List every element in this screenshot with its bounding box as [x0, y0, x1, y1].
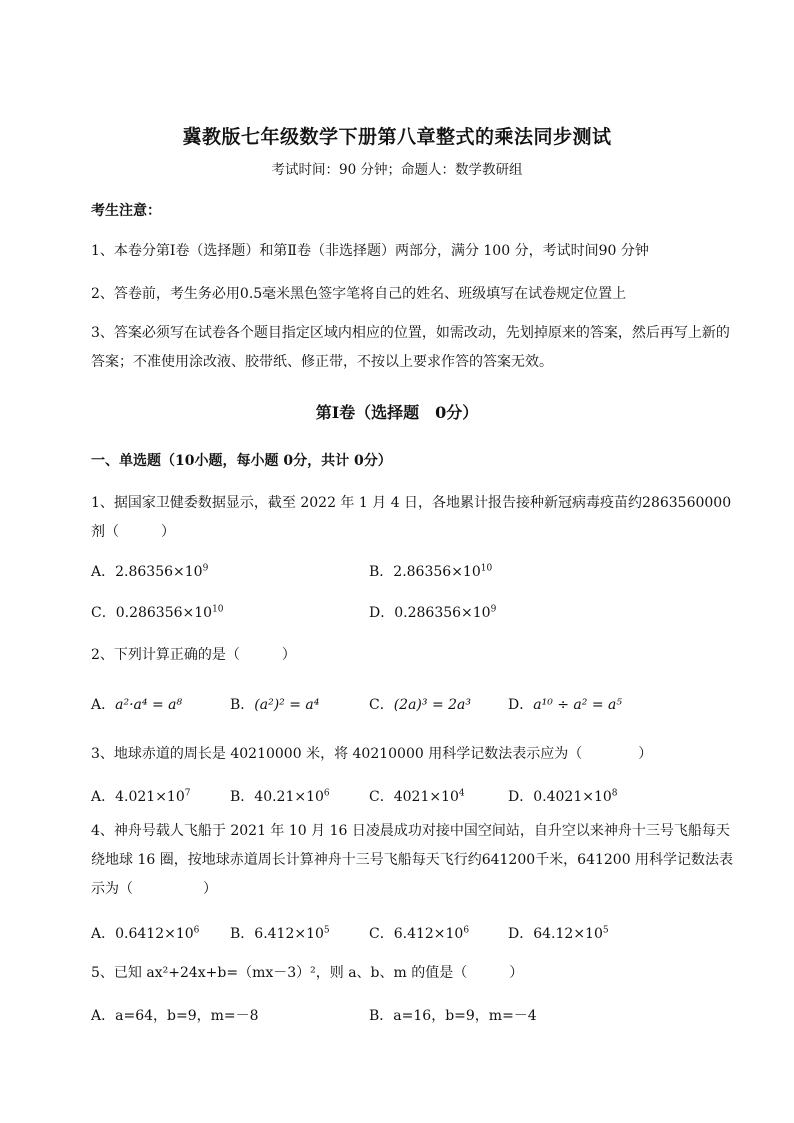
question-3-stem: 3、地球赤道的周长是 40210000 米，将 40210000 用科学记数法表示应为（ ）	[91, 746, 653, 762]
option-base: 6.412×10	[254, 926, 324, 942]
question-5-stem: 5、已知 ax²+24x+b=（mx－3）²，则 a、b、m 的值是（ ）	[91, 965, 524, 981]
notice-heading: 考生注意：	[91, 203, 161, 219]
option-exponent: 6	[463, 925, 470, 936]
option-base: 4021×10	[393, 789, 459, 805]
option-letter: C．	[91, 605, 116, 621]
option-letter: C．	[369, 697, 394, 713]
option-exponent: 9	[490, 604, 497, 615]
option-text: a=64，b=9，m=－8	[115, 1008, 259, 1024]
option-exponent: 8	[611, 788, 618, 799]
q3-option-a	[91, 788, 190, 806]
q2-option-d	[508, 696, 622, 714]
option-exponent: 6	[323, 788, 330, 799]
q2-option-a	[91, 696, 182, 714]
option-letter: A．	[91, 1008, 116, 1024]
q4-option-c	[369, 925, 469, 943]
option-formula: (2a)³ = 2a³	[393, 697, 472, 713]
question-2-stem: 2、下列计算正确的是（ ）	[91, 647, 296, 663]
option-base: 0.286356×10	[115, 605, 213, 621]
option-letter: B．	[369, 564, 394, 580]
option-letter: D．	[508, 697, 534, 713]
option-letter: A．	[91, 789, 116, 805]
option-base: 0.6412×10	[115, 926, 194, 942]
section-title: 第Ⅰ卷（选择题 0分）	[315, 403, 479, 422]
q1-option-d	[369, 604, 496, 622]
option-formula: a¹⁰ ÷ a² = a⁵	[533, 697, 622, 713]
q3-option-d	[508, 788, 618, 806]
option-letter: C．	[369, 926, 394, 942]
option-letter: D．	[508, 789, 534, 805]
exam-title: 冀教版七年级数学下册第八章整式的乘法同步测试	[182, 126, 612, 148]
q5-option-a	[91, 1007, 259, 1025]
q1-option-a	[91, 563, 208, 581]
option-letter: B．	[230, 697, 255, 713]
question-4-stem: 4、神舟号载人飞船于 2021 年 10 月 16 日凌晨成功对接中国空间站，自升空以来神舟十三号飞船每天绕地球 16 圈，按地球赤道周长计算神舟十三号飞船每天飞行约641200千米，641200 用科学记数法表示为（ ）	[91, 823, 734, 897]
option-formula: a²·a⁴ = a⁸	[115, 697, 183, 713]
notice-item-1: 1、本卷分第Ⅰ卷（选择题）和第Ⅱ卷（非选择题）两部分，满分 100 分，考试时间90 分钟	[91, 243, 649, 259]
notice-item-2: 2、答卷前，考生务必用0.5毫米黑色签字笔将自己的姓名、班级填写在试卷规定位置上	[91, 286, 627, 302]
option-base: 40.21×10	[254, 789, 324, 805]
option-base: 4.021×10	[115, 789, 185, 805]
option-base: 2.86356×10	[115, 564, 203, 580]
question-1-stem: 1、据国家卫健委数据显示，截至 2022 年 1 月 4 日，各地累计报告接种新冠病毒疫苗约2863560000剂（ ）	[91, 495, 732, 540]
option-letter: B．	[230, 926, 255, 942]
option-letter: D．	[508, 926, 534, 942]
option-letter: A．	[91, 564, 116, 580]
q2-option-b	[230, 696, 319, 714]
option-base: 6.412×10	[393, 926, 464, 942]
option-base: 0.286356×10	[394, 605, 491, 621]
q4-option-d	[508, 925, 609, 943]
option-letter: A．	[91, 697, 116, 713]
q1-option-b	[369, 563, 492, 581]
option-exponent: 9	[202, 563, 209, 574]
option-exponent: 5	[323, 925, 330, 936]
option-base: 0.4021×10	[533, 789, 612, 805]
option-base: 2.86356×10	[393, 564, 481, 580]
q4-option-a	[91, 925, 199, 943]
option-formula: (a²)² = a⁴	[254, 697, 320, 713]
q3-option-c	[369, 788, 465, 806]
q1-option-c	[91, 604, 224, 622]
option-exponent: 5	[602, 925, 609, 936]
option-exponent: 4	[458, 788, 465, 799]
option-letter: A．	[91, 926, 116, 942]
option-exponent: 10	[480, 563, 493, 574]
q3-option-b	[230, 788, 330, 806]
option-exponent: 6	[193, 925, 200, 936]
exam-subtitle: 考试时间：90 分钟；命题人：数学教研组	[271, 162, 523, 178]
option-exponent: 10	[212, 604, 224, 615]
option-letter: B．	[369, 1008, 394, 1024]
part-heading: 一、单选题（10小题，每小题 0分，共计 0分）	[91, 453, 392, 469]
option-letter: B．	[230, 789, 255, 805]
option-base: 64.12×10	[533, 926, 603, 942]
option-text: a=16，b=9，m=－4	[393, 1008, 537, 1024]
notice-item-3: 3、答案必须写在试卷各个题目指定区域内相应的位置，如需改动，先划掉原来的答案，然后再写上新的答案；不准使用涂改液、胶带纸、修正带，不按以上要求作答的答案无效。	[91, 325, 730, 370]
option-exponent: 7	[184, 788, 191, 799]
option-letter: D．	[369, 605, 395, 621]
q5-option-b	[369, 1007, 537, 1025]
q4-option-b	[230, 925, 330, 943]
option-letter: C．	[369, 789, 394, 805]
q2-option-c	[369, 696, 471, 714]
